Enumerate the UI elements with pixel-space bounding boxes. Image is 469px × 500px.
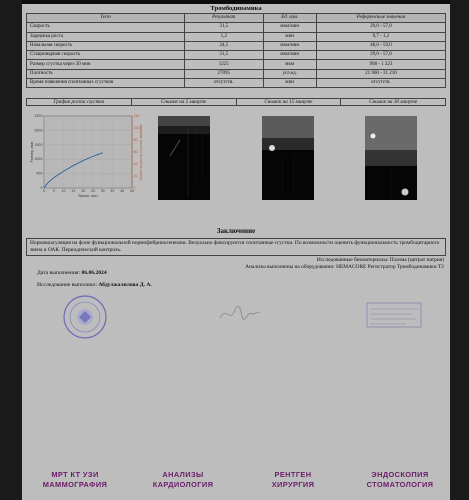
col-header-ref: Референсные значения	[316, 14, 445, 23]
cell-unit: мин	[263, 32, 316, 41]
cell-test: Задержка роста	[27, 32, 185, 41]
equipment-note: Анализы выполнены на оборудовании: HEMACORE Регистратор Тромбодинамики Т2	[245, 264, 444, 270]
cell-result: 1225	[184, 60, 263, 69]
plot-area	[44, 116, 132, 188]
cell-test: Время появления спонтанных сгустков	[27, 79, 185, 88]
table-row	[27, 51, 446, 60]
cell-ref: 29,0 - 57,0	[316, 51, 445, 60]
snapshot-30min	[365, 116, 417, 200]
footer-line: МРТ КТ УЗИ	[51, 470, 99, 479]
cell-ref: 0,7 - 1,2	[316, 32, 445, 41]
cell-unit: мкм/мин	[263, 23, 316, 32]
cell-ref: 29,0 - 57,0	[316, 23, 445, 32]
x-tick-label: 5	[52, 189, 55, 193]
y-tick-label: 0	[40, 186, 43, 190]
round-seal-icon	[62, 294, 108, 340]
footer-line: КАРДИОЛОГИЯ	[152, 480, 214, 489]
cell-ref: 908 - 1 323	[316, 60, 445, 69]
chart-header-snap30: Снимок на 30 минуте	[369, 99, 418, 105]
y-tick-label: 500	[36, 171, 43, 176]
table-row	[27, 41, 446, 50]
cell-unit: мкм/мин	[263, 41, 316, 50]
y2-tick-label: 100	[133, 126, 140, 130]
y-tick-label: 1000	[34, 157, 43, 162]
cell-result: 31,5	[184, 51, 263, 60]
y2-axis-label: Скорость роста сгустка, мкм/мин	[139, 123, 143, 181]
cell-unit: мин	[263, 79, 316, 88]
x-tick-label: 0	[42, 189, 46, 193]
x-tick-label: 10	[61, 189, 66, 193]
conclusion-text: Нормокоагуляция на фоне функциональной нормофибриногенемии. Визуально фиксируются спонтанные сгустки. По возможности оценить функциональность тромбоцитарного звена и ОАК. Периодический контроль.	[26, 238, 446, 256]
snapshot-5min	[158, 116, 210, 200]
cell-ref: 48,0 - 59,0	[316, 41, 445, 50]
y2-tick-label: 0	[133, 186, 136, 190]
date-label: Дата выполнения:	[37, 270, 81, 276]
col-header-test: Тест	[27, 14, 185, 23]
cell-result: 31,5	[184, 23, 263, 32]
footer-line: РЕНТГЕН	[274, 470, 312, 479]
table-row	[27, 69, 446, 78]
cell-unit: мкм	[263, 60, 316, 69]
cell-result: отсутств.	[184, 79, 263, 88]
performer-label: Исследование выполнил:	[37, 282, 98, 288]
date-value: 06.06.2024	[81, 270, 107, 276]
cell-result: 1,2	[184, 32, 263, 41]
table-header-row	[27, 14, 446, 23]
cell-unit: мкм/мин	[263, 51, 316, 60]
footer-col-endoscopy	[354, 470, 446, 490]
x-tick-label: 15	[71, 189, 76, 193]
growth-chart-svg	[28, 110, 152, 206]
cell-test: Скорость	[27, 23, 185, 32]
signature-icon	[218, 302, 262, 324]
date-line	[37, 270, 107, 276]
chart-header-row	[26, 98, 446, 106]
performer-value: Абдулжалилова Д. А.	[98, 282, 152, 288]
footer-col-xray	[248, 470, 338, 490]
y2-tick-label: 120	[133, 114, 140, 118]
document-sheet	[22, 4, 450, 500]
table-row	[27, 60, 446, 69]
x-tick-label: 40	[120, 189, 125, 193]
performer-line	[37, 282, 152, 288]
y2-tick-label: 60	[133, 150, 138, 154]
y-axis-label: Размер, мкм	[30, 141, 34, 163]
footer-line: СТОМАТОЛОГИЯ	[366, 480, 434, 489]
chart-header-snap15: Снимок на 15 минуте	[237, 99, 342, 105]
chart-header-snap5: Снимок на 5 минуте	[132, 99, 237, 105]
footer-line: ЭНДОСКОПИЯ	[371, 470, 429, 479]
col-header-unit: Ед. изм.	[263, 14, 316, 23]
col-header-result: Результат	[184, 14, 263, 23]
footer-services	[22, 470, 450, 498]
x-tick-label: 20	[81, 189, 86, 193]
x-tick-label: 25	[90, 189, 95, 193]
table-row	[27, 32, 446, 41]
x-tick-label: 45	[129, 189, 135, 193]
y2-tick-label: 20	[133, 174, 138, 178]
cell-test: Размер сгустка через 30 мин	[27, 60, 185, 69]
x-tick-label: 30	[100, 189, 105, 193]
footer-col-imaging	[30, 470, 120, 490]
table-row	[27, 79, 446, 88]
cell-unit: усл.ед.	[263, 69, 316, 78]
biomaterial-note: Исследованные биоматериалы: Плазма (цитрат натрия)	[316, 257, 444, 263]
cell-test: Стационарная скорость	[27, 51, 185, 60]
x-axis-label: Время, мин	[78, 194, 98, 198]
conclusion-title: Заключение	[216, 227, 256, 235]
footer-col-analysis	[138, 470, 228, 490]
cell-ref: 21 960 - 31 210	[316, 69, 445, 78]
y-tick-label: 2000	[34, 128, 43, 133]
y2-tick-label: 80	[133, 138, 138, 142]
footer-line: ХИРУРГИЯ	[271, 480, 315, 489]
y2-tick-label: 40	[133, 162, 138, 166]
cell-result: 27095	[184, 69, 263, 78]
table-title: Тромбодинамика	[210, 5, 262, 12]
footer-line: МАММОГРАФИЯ	[42, 480, 108, 489]
snapshot-15min	[262, 116, 314, 200]
results-table	[26, 13, 446, 88]
growth-chart	[28, 110, 152, 206]
cell-result: 34,5	[184, 41, 263, 50]
cell-test: Плотность	[27, 69, 185, 78]
footer-line: АНАЛИЗЫ	[162, 470, 204, 479]
y-tick-label: 1500	[34, 142, 43, 147]
y-tick-label: 2500	[34, 114, 43, 118]
cell-ref: отсутств.	[316, 79, 445, 88]
rectangular-stamp-icon	[366, 302, 422, 328]
right-border	[450, 0, 469, 500]
table-row	[27, 23, 446, 32]
cell-test: Начальная скорость	[27, 41, 185, 50]
x-tick-label: 35	[110, 189, 115, 193]
left-border	[0, 0, 22, 500]
chart-header-growth: График роста сгустка	[27, 99, 132, 105]
